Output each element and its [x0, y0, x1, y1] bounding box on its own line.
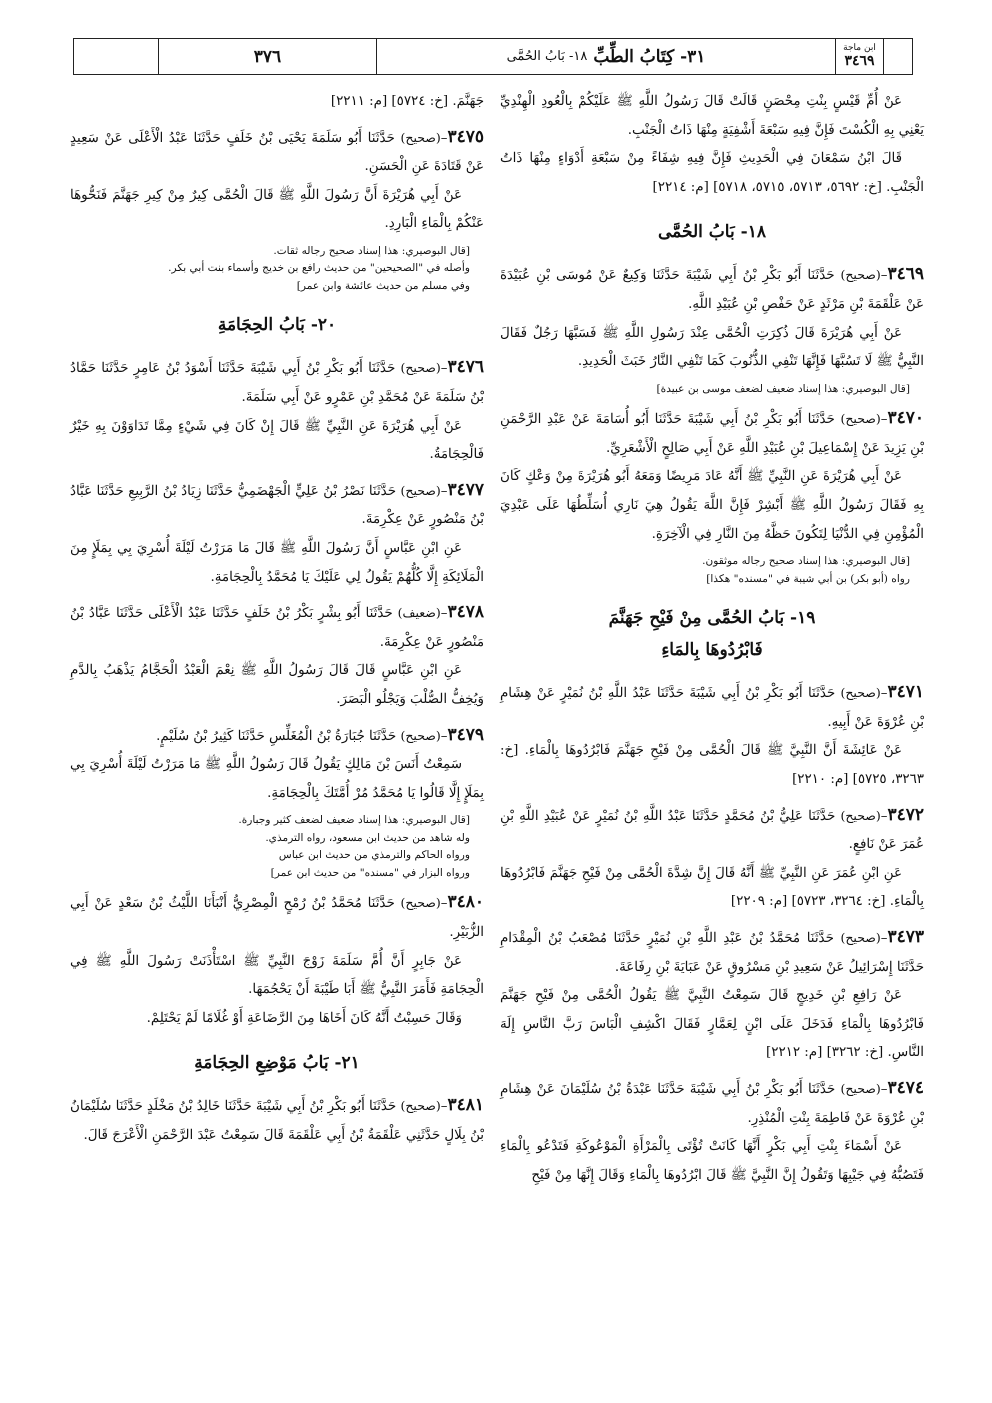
- matn: عَنْ رَافِعِ بْنِ خَدِيجٍ قَالَ سَمِعْتُ النَّبِيَّ ﷺ يَقُولُ الْحُمَّى مِنْ فَيْحِ جَهَنَّمَ فَابْرُدُوهَا بِالْمَاءِ فَدَخَلَ عَلَى ابْنٍ لِعَمَّارٍ فَقَالَ اكْشِفِ الْبَاسَ رَبَّ النَّاسِ إِلَهَ النَّاسِ. [خ: ٣٢٦٢] [م: ٢٢١٢]: [500, 988, 924, 1061]
- hadith-grade: (صحيح): [840, 807, 881, 823]
- isnad: حَدَّثَنَا نَصْرُ بْنُ عَلِيٍّ الْجَهْضَمِيُّ حَدَّثَنَا زِيَادُ بْنُ الرَّبِيعِ حَدَّثَنَا عَبَّادُ بْنُ مَنْصُورٍ عَنْ عِكْرِمَةَ.: [70, 483, 484, 528]
- paragraph: وَقَالَ حَسِبْتُ أَنَّهُ كَانَ أَخَاهَا مِنَ الرَّضَاعَةِ أَوْ غُلَامًا لَمْ يَحْتَلِمْ.: [146, 1010, 462, 1026]
- matn: عَنْ عَائِشَةَ أَنَّ النَّبِيَّ ﷺ قَالَ الْحُمَّى مِنْ فَيْحِ جَهَنَّمَ فَابْرُدُوهَا بِالْمَاءِ. [خ: ٣٢٦٣، ٥٧٢٥] [م: ٢٢١٠]: [500, 743, 924, 787]
- hadith-number: ٣٤٧١: [887, 682, 924, 703]
- hadith-number: ٣٤٨٠: [447, 892, 485, 913]
- hadith-3477: ٣٤٧٧–(صحيح) حَدَّثَنَا نَصْرُ بْنُ عَلِيٍّ الْجَهْضَمِيُّ حَدَّثَنَا زِيَادُ بْنُ الرَّبِيعِ حَدَّثَنَا عَبَّادُ بْنُ مَنْصُورٍ عَنْ عِكْرِمَةَ.: [70, 479, 485, 528]
- chapter-title: ١٨- بَابُ الحُمَّى: [506, 49, 588, 64]
- paragraph: قَالَ ابْنُ سَمْعَانَ فِي الْحَدِيثِ فَإِنَّ فِيهِ شِفَاءً مِنْ سَبْعَةِ أَدْوَاءٍ مِنْهَا ذَاتُ الْجَنْبِ. [خ: ٥٦٩٢، ٥٧١٣، ٥٧١٥، ٥٧١٨] [م: ٢٢١٤]: [500, 151, 924, 195]
- isnad: حَدَّثَنَا أَبُو سَلَمَةَ يَحْيَى بْنُ خَلَفٍ حَدَّثَنَا عَبْدُ الْأَعْلَى عَنْ سَعِيدٍ عَنْ قَتَادَةَ عَنِ الْحَسَنِ.: [70, 130, 484, 175]
- first-hadith-number: ٣٤٦٩: [844, 52, 875, 69]
- hadith-3478: ٣٤٧٨–(ضعيف) حَدَّثَنَا أَبُو بِشْرٍ بَكْرُ بْنُ خَلَفٍ حَدَّثَنَا عَبْدُ الْأَعْلَى حَدَّثَنَا عَبَّادُ بْنُ مَنْصُورٍ عَنْ عِكْرِمَةَ.: [70, 602, 484, 650]
- hadith-number: ٣٤٨١: [447, 1095, 484, 1116]
- running-title: [377, 39, 836, 74]
- hadith-3479: ٣٤٧٩–(صحيح) حَدَّثَنَا جُبَارَةُ بْنُ الْمُغَلِّسِ حَدَّثَنَا كَثِيرُ بْنُ سُلَيْمٍ.: [156, 724, 484, 745]
- hadith-number: ٣٤٧٢: [887, 804, 924, 825]
- source-name: ابن ماجة: [843, 43, 876, 54]
- hadith-number: ٣٤٧٣: [887, 926, 924, 947]
- hadith-number: ٣٤٧٦: [447, 357, 484, 378]
- section-heading-line: ١٩- بَابُ الحُمَّى مِنْ فَيْحِ جَهَنَّمَ: [608, 608, 816, 629]
- hadith-number: ٣٤٧٠: [887, 408, 924, 429]
- hadith-grade: (صحيح): [840, 685, 881, 701]
- hadith-3481: ٣٤٨١–(صحيح) حَدَّثَنَا أَبُو بَكْرِ بْنُ أَبِي شَيْبَةَ حَدَّثَنَا خَالِدُ بْنُ مَخْلَدٍ حَدَّثَنَا سُلَيْمَانُ بْنُ بِلَالٍ حَدَّثَنِي عَلْقَمَةُ بْنُ أَبِي عَلْقَمَةَ قَالَ سَمِعْتُ عَبْدَ الرَّحْمَنِ الْأَعْرَجَ قَالَ.: [70, 1095, 484, 1143]
- footnote-line: ورواه الحاكم والترمذي من حديث ابن عباس: [278, 849, 470, 862]
- matn: عَنْ أَسْمَاءَ بِنْتِ أَبِي بَكْرٍ أَنَّهَا كَانَتْ تُؤْتَى بِالْمَرْأَةِ الْمَوْعُوكَةِ فَتَدْعُو بِالْمَاءِ فَتَصُبُّهُ فِي جَيْبِهَا وَتَقُولُ إِنَّ النَّبِيَّ ﷺ قَالَ ابْرُدُوهَا بِالْمَاءِ وَقَالَ إِنَّهَا مِنْ فَيْحِ: [500, 1139, 924, 1183]
- hadith-number: ٣٤٧٩: [447, 724, 484, 745]
- hadith-number: ٣٤٧٤: [887, 1077, 924, 1098]
- section-heading-line: فَابْرُدُوهَا بِالمَاءِ: [661, 640, 763, 661]
- section-heading-20: ٢٠- بَابُ الحِجَامَةِ: [217, 315, 337, 336]
- matn: عَنْ أَبِي هُرَيْرَةَ عَنِ النَّبِيِّ ﷺ قَالَ إِنْ كَانَ فِي شَيْءٍ مِمَّا تَدَاوَوْنَ بِهِ خَيْرٌ فَالْحِجَامَةُ.: [70, 418, 484, 463]
- hadith-3474: ٣٤٧٤–(صحيح) حَدَّثَنَا أَبُو بَكْرِ بْنُ أَبِي شَيْبَةَ حَدَّثَنَا عَبْدَةُ بْنُ سُلَيْمَانَ عَنْ هِشَامِ بْنِ عُرْوَةَ عَنْ فَاطِمَةَ بِنْتِ الْمُنْذِرِ.: [500, 1077, 924, 1126]
- footnote-line: رواه (أبو بكر) بن أبي شيبة في "مسنده" هكذا]: [706, 572, 910, 585]
- header-blank-right: [884, 39, 912, 74]
- footnote: [500, 553, 924, 588]
- isnad: حَدَّثَنَا أَبُو بَكْرِ بْنُ أَبِي شَيْبَةَ حَدَّثَنَا خَالِدُ بْنُ مَخْلَدٍ حَدَّثَنَا سُلَيْمَانُ بْنُ بِلَالٍ حَدَّثَنِي عَلْقَمَةُ بْنُ أَبِي عَلْقَمَةَ قَالَ سَمِعْتُ عَبْدَ الرَّحْمَنِ الْأَعْرَجَ قَالَ.: [70, 1099, 484, 1143]
- matn: عَنْ أَبِي هُرَيْرَةَ أَنَّ رَسُولَ اللَّهِ ﷺ قَالَ الْحُمَّى كِيرٌ مِنْ كِيرِ جَهَنَّمَ فَنَحُّوهَا عَنْكُمْ بِالْمَاءِ الْبَارِدِ.: [70, 187, 484, 232]
- hadith-3469: ٣٤٦٩–(صحيح) حَدَّثَنَا أَبُو بَكْرِ بْنُ أَبِي شَيْبَةَ حَدَّثَنَا وَكِيعٌ عَنْ مُوسَى بْنِ عُبَيْدَةَ عَنْ عَلْقَمَةَ بْنِ مَرْثَدٍ عَنْ حَفْصِ بْنِ عُبَيْدِ اللَّهِ.: [500, 264, 924, 312]
- hadith-grade: (صحيح): [400, 727, 441, 743]
- isnad: حَدَّثَنَا مُحَمَّدُ بْنُ عَبْدِ اللَّهِ بْنِ نُمَيْرٍ حَدَّثَنَا مُصْعَبُ بْنُ الْمِقْدَامِ حَدَّثَنَا إِسْرَائِيلُ عَنْ سَعِيدِ بْنِ مَسْرُوقٍ عَنْ عَبَايَةَ بْنِ رِفَاعَةَ.: [500, 930, 924, 975]
- hadith-grade: (صحيح): [840, 267, 881, 283]
- isnad: حَدَّثَنَا أَبُو بَكْرِ بْنُ أَبِي شَيْبَةَ حَدَّثَنَا أَبُو أُسَامَةَ عَنْ عَبْدِ الرَّحْمَنِ بْنِ يَزِيدَ عَنْ إِسْمَاعِيلَ بْنِ عُبَيْدِ اللَّهِ عَنْ أَبِي صَالِحٍ الْأَشْعَرِيِّ.: [500, 412, 924, 456]
- hadith-grade: (صحيح): [400, 1098, 441, 1114]
- section-heading-18: ١٨- بَابُ الحُمَّى: [658, 222, 766, 243]
- page-header: [73, 38, 913, 75]
- hadith-grade: (صحيح): [400, 360, 441, 376]
- hadith-3480: ٣٤٨٠–(صحيح) حَدَّثَنَا مُحَمَّدُ بْنُ رُمْحٍ الْمِصْرِيُّ أَنْبَأَنَا اللَّيْثُ بْنُ سَعْدٍ عَنْ أَبِي الزُّبَيْرِ.: [70, 892, 485, 940]
- isnad: حَدَّثَنَا أَبُو بَكْرِ بْنُ أَبِي شَيْبَةَ حَدَّثَنَا أَسْوَدُ بْنُ عَامِرٍ حَدَّثَنَا حَمَّادُ بْنُ سَلَمَةَ عَنْ مُحَمَّدِ بْنِ عَمْرٍو عَنْ أَبِي سَلَمَةَ.: [70, 361, 484, 406]
- hadith-grade: (ضعيف): [397, 605, 441, 621]
- isnad: حَدَّثَنَا أَبُو بَكْرِ بْنُ أَبِي شَيْبَةَ حَدَّثَنَا عَبْدَةُ بْنُ سُلَيْمَانَ عَنْ هِشَامِ بْنِ عُرْوَةَ عَنْ فَاطِمَةَ بِنْتِ الْمُنْذِرِ.: [500, 1081, 924, 1126]
- footnote-line: [قال البوصيري: هذا إسناد ضعيف لضعف كثير وجبارة.: [238, 814, 470, 827]
- matn: سَمِعْتُ أَنَسَ بْنَ مَالِكٍ يَقُولُ قَالَ رَسُولُ اللَّهِ ﷺ مَا مَرَرْتُ لَيْلَةَ أُسْرِيَ بِي بِمَلَإٍ إِلَّا قَالُوا يَا مُحَمَّدُ مُرْ أُمَّتَكَ بِالْحِجَامَةِ.: [70, 757, 484, 801]
- hadith-reference: [836, 39, 884, 74]
- hadith-grade: (صحيح): [840, 1080, 881, 1096]
- hadith-grade: (صحيح): [400, 129, 441, 145]
- hadith-grade: (صحيح): [840, 929, 881, 945]
- hadith-3472: ٣٤٧٢–(صحيح) حَدَّثَنَا عَلِيُّ بْنُ مُحَمَّدٍ حَدَّثَنَا عَبْدُ اللَّهِ بْنُ نُمَيْرٍ عَنْ عُبَيْدِ اللَّهِ بْنِ عُمَرَ عَنْ نَافِعٍ.: [500, 804, 924, 853]
- matn: عَنْ أَبِي هُرَيْرَةَ قَالَ ذُكِرَتِ الْحُمَّى عِنْدَ رَسُولِ اللَّهِ ﷺ فَسَبَّهَا رَجُلٌ فَقَالَ النَّبِيُّ ﷺ لَا تَسُبَّهَا فَإِنَّهَا تَنْفِي الذُّنُوبَ كَمَا تَنْفِي النَّارُ خَبَثَ الْحَدِيدِ.: [500, 325, 924, 370]
- isnad: حَدَّثَنَا أَبُو بِشْرٍ بَكْرُ بْنُ خَلَفٍ حَدَّثَنَا عَبْدُ الْأَعْلَى حَدَّثَنَا عَبَّادُ بْنُ مَنْصُورٍ عَنْ عِكْرِمَةَ.: [70, 606, 484, 650]
- section-heading-21: ٢١- بَابُ مَوْضِعِ الحِجَامَةِ: [194, 1053, 360, 1074]
- right-column: [500, 88, 924, 1190]
- footnote-line: وأصله في "الصحيحين" من حديث رافع بن خديج وأسماء بنت أبي بكر.: [168, 262, 470, 275]
- footnote-line: ورواه البزار في "مسنده" من حديث ابن عمر]: [270, 866, 470, 879]
- footnote-line: وفي مسلم من حديث عائشة وابن عمر]: [296, 279, 470, 292]
- matn: عَنْ جَابِرٍ أَنَّ أُمَّ سَلَمَةَ زَوْجَ النَّبِيِّ ﷺ اسْتَأْذَنَتْ رَسُولَ اللَّهِ ﷺ فِي الْحِجَامَةِ فَأَمَرَ النَّبِيُّ ﷺ أَبَا طَيْبَةَ أَنْ يَحْجُمَهَا.: [70, 953, 484, 998]
- isnad: حَدَّثَنَا أَبُو بَكْرِ بْنُ أَبِي شَيْبَةَ حَدَّثَنَا وَكِيعٌ عَنْ مُوسَى بْنِ عُبَيْدَةَ عَنْ عَلْقَمَةَ بْنِ مَرْثَدٍ عَنْ حَفْصِ بْنِ عُبَيْدِ اللَّهِ.: [500, 268, 924, 312]
- footnote-line: [قال البوصيري: هذا إسناد صحيح رجاله موثقون.: [702, 555, 910, 568]
- header-blank-left: [74, 39, 159, 74]
- book-title: ٣١- كِتَابُ الطِّبِّ: [593, 46, 706, 67]
- matn: عَنِ ابْنِ عُمَرَ عَنِ النَّبِيِّ ﷺ أَنَّهُ قَالَ إِنَّ شِدَّةَ الْحُمَّى مِنْ فَيْحِ جَهَنَّمَ فَابْرُدُوهَا بِالْمَاءِ. [خ: ٣٢٦٤، ٥٧٢٣] [م: ٢٢٠٩]: [500, 865, 924, 910]
- hadith-number: ٣٤٧٨: [447, 602, 484, 623]
- footnote-line: وله شاهد من حديث ابن مسعود، رواه الترمذي.: [265, 831, 470, 844]
- hadith-grade: (صحيح): [400, 482, 441, 498]
- hadith-grade: (صحيح): [840, 411, 881, 427]
- matn: عَنِ ابْنِ عَبَّاسٍ أَنَّ رَسُولَ اللَّهِ ﷺ قَالَ مَا مَرَرْتُ لَيْلَةَ أُسْرِيَ بِي بِمَلَإٍ مِنَ الْمَلَائِكَةِ إِلَّا كُلُّهُمْ يَقُولُ لِي عَلَيْكَ يَا مُحَمَّدُ بِالْحِجَامَةِ.: [70, 541, 484, 585]
- hadith-grade: (صحيح): [400, 895, 441, 911]
- matn: عَنِ ابْنِ عَبَّاسٍ قَالَ قَالَ رَسُولُ اللَّهِ ﷺ نِعْمَ الْعَبْدُ الْحَجَّامُ يَذْهَبُ بِالدَّمِ وَيُخِفُّ الصُّلْبَ وَيَجْلُو الْبَصَرَ.: [70, 663, 484, 707]
- hadith-3476: ٣٤٧٦–(صحيح) حَدَّثَنَا أَبُو بَكْرِ بْنُ أَبِي شَيْبَةَ حَدَّثَنَا أَسْوَدُ بْنُ عَامِرٍ حَدَّثَنَا حَمَّادُ بْنُ سَلَمَةَ عَنْ مُحَمَّدِ بْنِ عَمْرٍو عَنْ أَبِي سَلَمَةَ.: [70, 357, 484, 406]
- section-heading-19: [500, 602, 924, 666]
- matn: عَنْ أَبِي هُرَيْرَةَ عَنِ النَّبِيِّ ﷺ أَنَّهُ عَادَ مَرِيضًا وَمَعَهُ أَبُو هُرَيْرَةَ مِنْ وَعْكٍ كَانَ بِهِ فَقَالَ رَسُولُ اللَّهِ ﷺ أَبْشِرْ فَإِنَّ اللَّهَ يَقُولُ هِيَ نَارِي أُسَلِّطُهَا عَلَى عَبْدِيَ الْمُؤْمِنِ فِي الدُّنْيَا لِتَكُونَ حَظَّهُ مِنَ النَّارِ فِي الْآخِرَةِ.: [500, 469, 924, 542]
- page-number: ٣٧٦: [159, 39, 377, 74]
- isnad: حَدَّثَنَا عَلِيُّ بْنُ مُحَمَّدٍ حَدَّثَنَا عَبْدُ اللَّهِ بْنُ نُمَيْرٍ عَنْ عُبَيْدِ اللَّهِ بْنِ عُمَرَ عَنْ نَافِعٍ.: [500, 808, 924, 853]
- hadith-number: ٣٤٧٧: [447, 479, 485, 500]
- hadith-number: ٣٤٧٥: [447, 126, 485, 147]
- footnote-line: [قال البوصيري: هذا إسناد ضعيف لضعف موسى بن عبيدة]: [656, 382, 910, 395]
- footnote: [500, 381, 924, 399]
- isnad: حَدَّثَنَا مُحَمَّدُ بْنُ رُمْحٍ الْمِصْرِيُّ أَنْبَأَنَا اللَّيْثُ بْنُ سَعْدٍ عَنْ أَبِي الزُّبَيْرِ.: [70, 896, 484, 940]
- isnad: حَدَّثَنَا أَبُو بَكْرِ بْنُ أَبِي شَيْبَةَ حَدَّثَنَا عَبْدُ اللَّهِ بْنُ نُمَيْرٍ عَنْ هِشَامِ بْنِ عُرْوَةَ عَنْ أَبِيهِ.: [500, 686, 924, 730]
- left-column: [70, 88, 484, 1151]
- hadith-3471: ٣٤٧١–(صحيح) حَدَّثَنَا أَبُو بَكْرِ بْنُ أَبِي شَيْبَةَ حَدَّثَنَا عَبْدُ اللَّهِ بْنُ نُمَيْرٍ عَنْ هِشَامِ بْنِ عُرْوَةَ عَنْ أَبِيهِ.: [500, 682, 924, 730]
- hadith-3475: ٣٤٧٥–(صحيح) حَدَّثَنَا أَبُو سَلَمَةَ يَحْيَى بْنُ خَلَفٍ حَدَّثَنَا عَبْدُ الْأَعْلَى عَنْ سَعِيدٍ عَنْ قَتَادَةَ عَنِ الْحَسَنِ.: [70, 126, 485, 175]
- hadith-3473: ٣٤٧٣–(صحيح) حَدَّثَنَا مُحَمَّدُ بْنُ عَبْدِ اللَّهِ بْنِ نُمَيْرٍ حَدَّثَنَا مُصْعَبُ بْنُ الْمِقْدَامِ حَدَّثَنَا إِسْرَائِيلُ عَنْ سَعِيدِ بْنِ مَسْرُوقٍ عَنْ عَبَايَةَ بْنِ رِفَاعَةَ.: [500, 926, 924, 975]
- hadith-number: ٣٤٦٩: [887, 264, 924, 285]
- hadith-3470: ٣٤٧٠–(صحيح) حَدَّثَنَا أَبُو بَكْرِ بْنُ أَبِي شَيْبَةَ حَدَّثَنَا أَبُو أُسَامَةَ عَنْ عَبْدِ الرَّحْمَنِ بْنِ يَزِيدَ عَنْ إِسْمَاعِيلَ بْنِ عُبَيْدِ اللَّهِ عَنْ أَبِي صَالِحٍ الْأَشْعَرِيِّ.: [500, 408, 924, 456]
- footnote: [70, 243, 484, 296]
- paragraph: عَنْ أُمِّ قَيْسٍ بِنْتِ مِحْصَنٍ قَالَتْ قَالَ رَسُولُ اللَّهِ ﷺ عَلَيْكُمْ بِالْعُودِ الْهِنْدِيِّ يَعْنِي بِهِ الْكُسْتَ فَإِنَّ فِيهِ سَبْعَةَ أَشْفِيَةٍ مِنْهَا ذَاتُ الْجَنْبِ.: [500, 94, 924, 138]
- isnad: حَدَّثَنَا جُبَارَةُ بْنُ الْمُغَلِّسِ حَدَّثَنَا كَثِيرُ بْنُ سُلَيْمٍ.: [156, 728, 397, 744]
- footnote: [70, 812, 484, 882]
- paragraph-continuation: جَهَنَّمَ. [خ: ٥٧٢٤] [م: ٢٢١١]: [330, 94, 484, 109]
- footnote-line: [قال البوصيري: هذا إسناد صحيح رجاله ثقات.: [273, 244, 470, 257]
